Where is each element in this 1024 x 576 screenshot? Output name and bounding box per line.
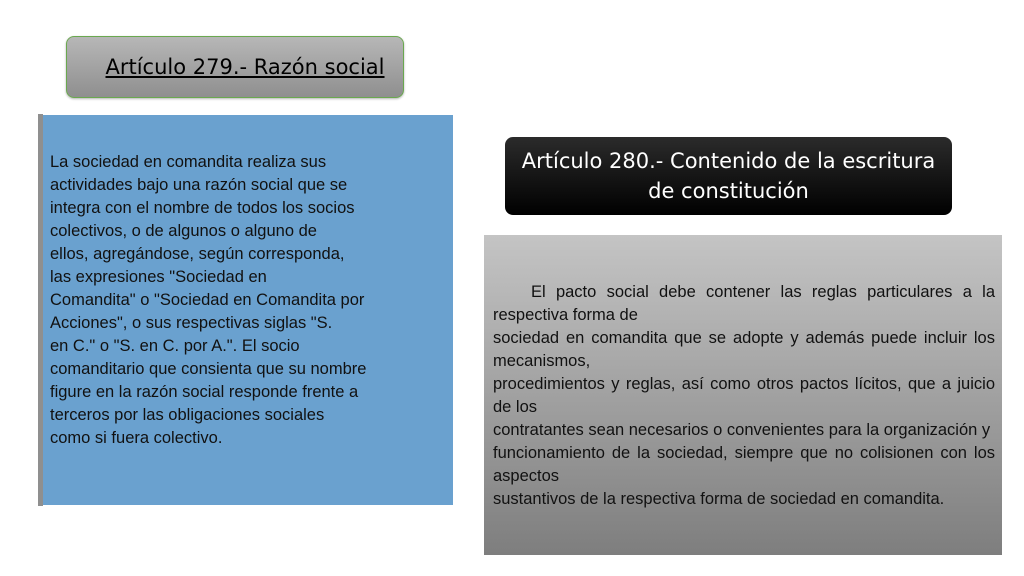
article-280-text-box	[484, 235, 1002, 555]
article-280-paragraph: sociedad en comandita que se adopte y además puede incluir los mecanismos,	[493, 329, 995, 370]
article-279-line: Acciones", o sus respectivas siglas "S.	[50, 314, 333, 332]
article-279-line: las expresiones "Sociedad en	[50, 268, 267, 286]
article-280-paragraph: funcionamiento de la sociedad, siempre que no colisionen con los aspectos	[493, 444, 995, 485]
article-279-line: ellos, agregándose, según corresponda,	[50, 245, 345, 263]
article-279-line: integra con el nombre de todos los socios	[50, 199, 355, 217]
article-279-line: colectivos, o de algunos o alguno de	[50, 222, 317, 240]
article-279-line: Comandita" o "Sociedad en Comandita por	[50, 291, 365, 309]
article-279-body	[50, 151, 445, 450]
article-280-title-line2: de constitución	[648, 179, 809, 203]
article-280-paragraph: contratantes sean necesarios o convenientes para la organización y	[493, 421, 991, 439]
article-279-line: en C." o "S. en C. por A.". El socio	[50, 337, 300, 355]
article-280-title-line1: Artículo 280.- Contenido de la escritura	[521, 149, 936, 173]
article-279-line: terceros por las obligaciones sociales	[50, 406, 325, 424]
article-279-line: actividades bajo una razón social que se	[50, 176, 348, 194]
article-279-title-box	[66, 36, 404, 98]
article-279-line: figure en la razón social responde frente a	[50, 383, 359, 401]
article-280-paragraph: procedimientos y reglas, así como otros pactos lícitos, que a juicio de los	[493, 375, 995, 416]
article-279-text-box	[43, 115, 453, 505]
article-280-paragraph: sustantivos de la respectiva forma de sociedad en comandita.	[493, 490, 945, 508]
article-279-line: La sociedad en comandita realiza sus	[50, 153, 327, 171]
article-280-body	[493, 281, 995, 511]
article-279-line: comanditario que consienta que su nombre	[50, 360, 367, 378]
article-280-title	[522, 146, 936, 206]
article-280-paragraph: El pacto social debe contener las reglas particulares a la respectiva forma de	[493, 283, 995, 324]
article-279-line: como si fuera colectivo.	[50, 429, 223, 447]
article-280-title-box	[505, 137, 952, 215]
article-279-title: Artículo 279.- Razón social	[105, 55, 385, 79]
